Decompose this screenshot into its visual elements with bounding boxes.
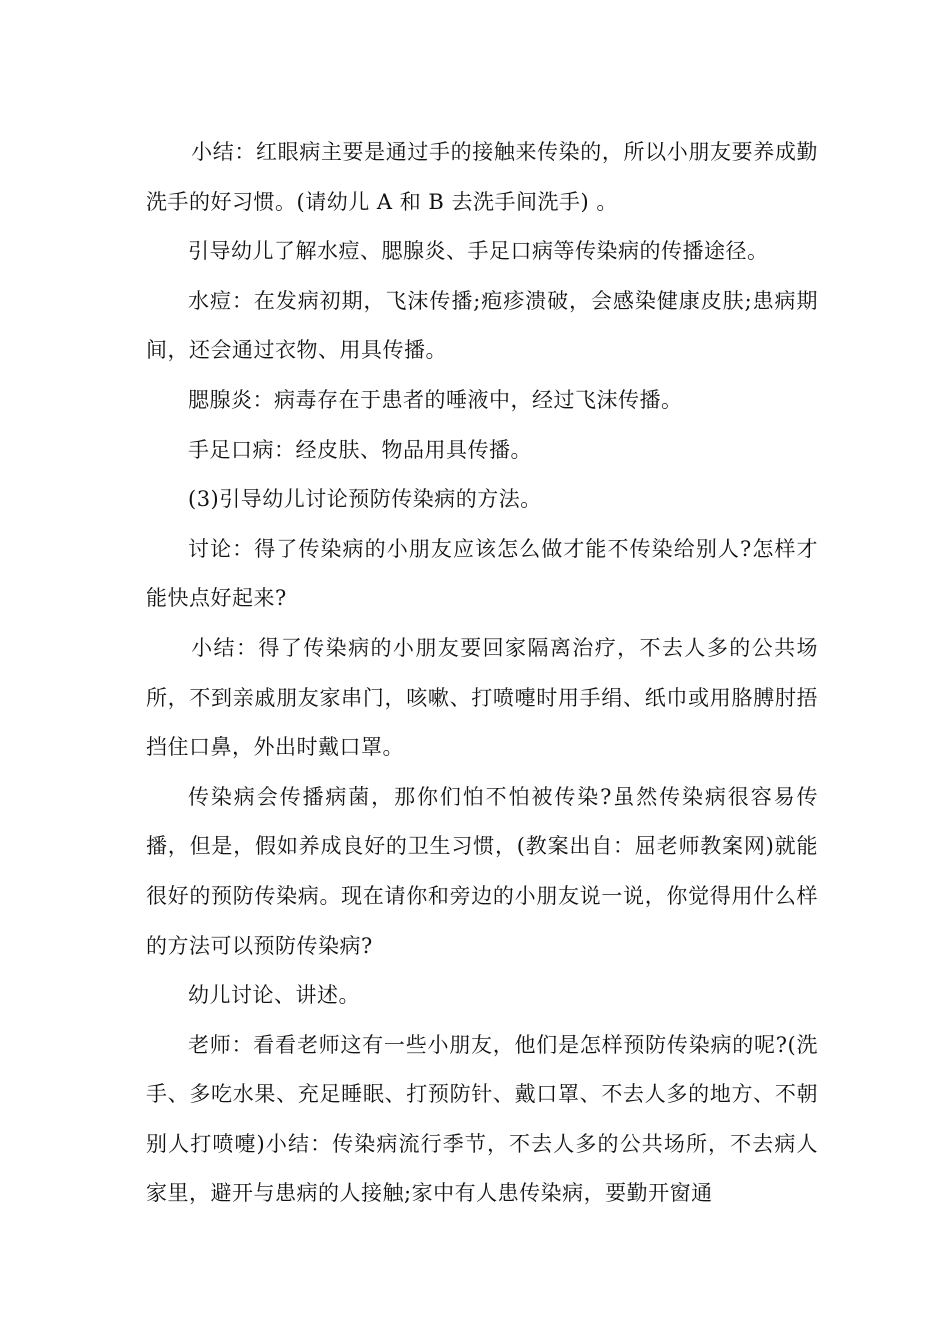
document-body xyxy=(146,128,818,1219)
paragraph-summary-pinkeye: 小结：红眼病主要是通过手的接触来传染的，所以小朋友要养成勤洗手的好习惯。(请幼儿 A 和 B 去洗手间洗手) 。 xyxy=(146,140,818,214)
paragraph-hand-foot-mouth: 手足口病：经皮肤、物品用具传播。 xyxy=(188,437,532,462)
paragraph-chickenpox: 水痘：在发病初期，飞沫传播;疱疹溃破，会感染健康皮肤;患病期间，还会通过衣物、用具传播。 xyxy=(146,288,818,363)
paragraph-children-discuss: 幼儿讨论、讲述。 xyxy=(188,983,360,1008)
paragraph-mumps: 腮腺炎：病毒存在于患者的唾液中，经过飞沫传播。 xyxy=(188,387,683,412)
paragraph-hygiene-habits: 传染病会传播病菌，那你们怕不怕被传染?虽然传染病很容易传播，但是，假如养成良好的卫生习惯，(教案出自：屈老师教案网)就能很好的预防传染病。现在请你和旁边的小朋友说一说，你觉得用什么样的方法可以预防传染病? xyxy=(146,784,818,958)
paragraph-prevention-discussion-heading: (3)引导幼儿讨论预防传染病的方法。 xyxy=(188,487,542,512)
paragraph-summary-isolation: 小结：得了传染病的小朋友要回家隔离治疗，不去人多的公共场所，不到亲戚朋友家串门，咳嗽、打喷嚏时用手绢、纸巾或用胳膊肘捂挡住口鼻，外出时戴口罩。 xyxy=(146,635,818,760)
paragraph-teacher-prevention: 老师：看看老师这有一些小朋友，他们是怎样预防传染病的呢?(洗手、多吃水果、充足睡眠、打预防针、戴口罩、不去人多的地方、不朝别人打喷嚏)小结：传染病流行季节，不去人多的公共场所，不去病人家里，避开与患病的人接触;家中有人患传染病，要勤开窗通 xyxy=(146,1032,818,1206)
paragraph-guide-transmission: 引导幼儿了解水痘、腮腺炎、手足口病等传染病的传播途径。 xyxy=(188,239,769,264)
paragraph-discussion-question: 讨论：得了传染病的小朋友应该怎么做才能不传染给别人?怎样才能快点好起来? xyxy=(146,536,818,611)
